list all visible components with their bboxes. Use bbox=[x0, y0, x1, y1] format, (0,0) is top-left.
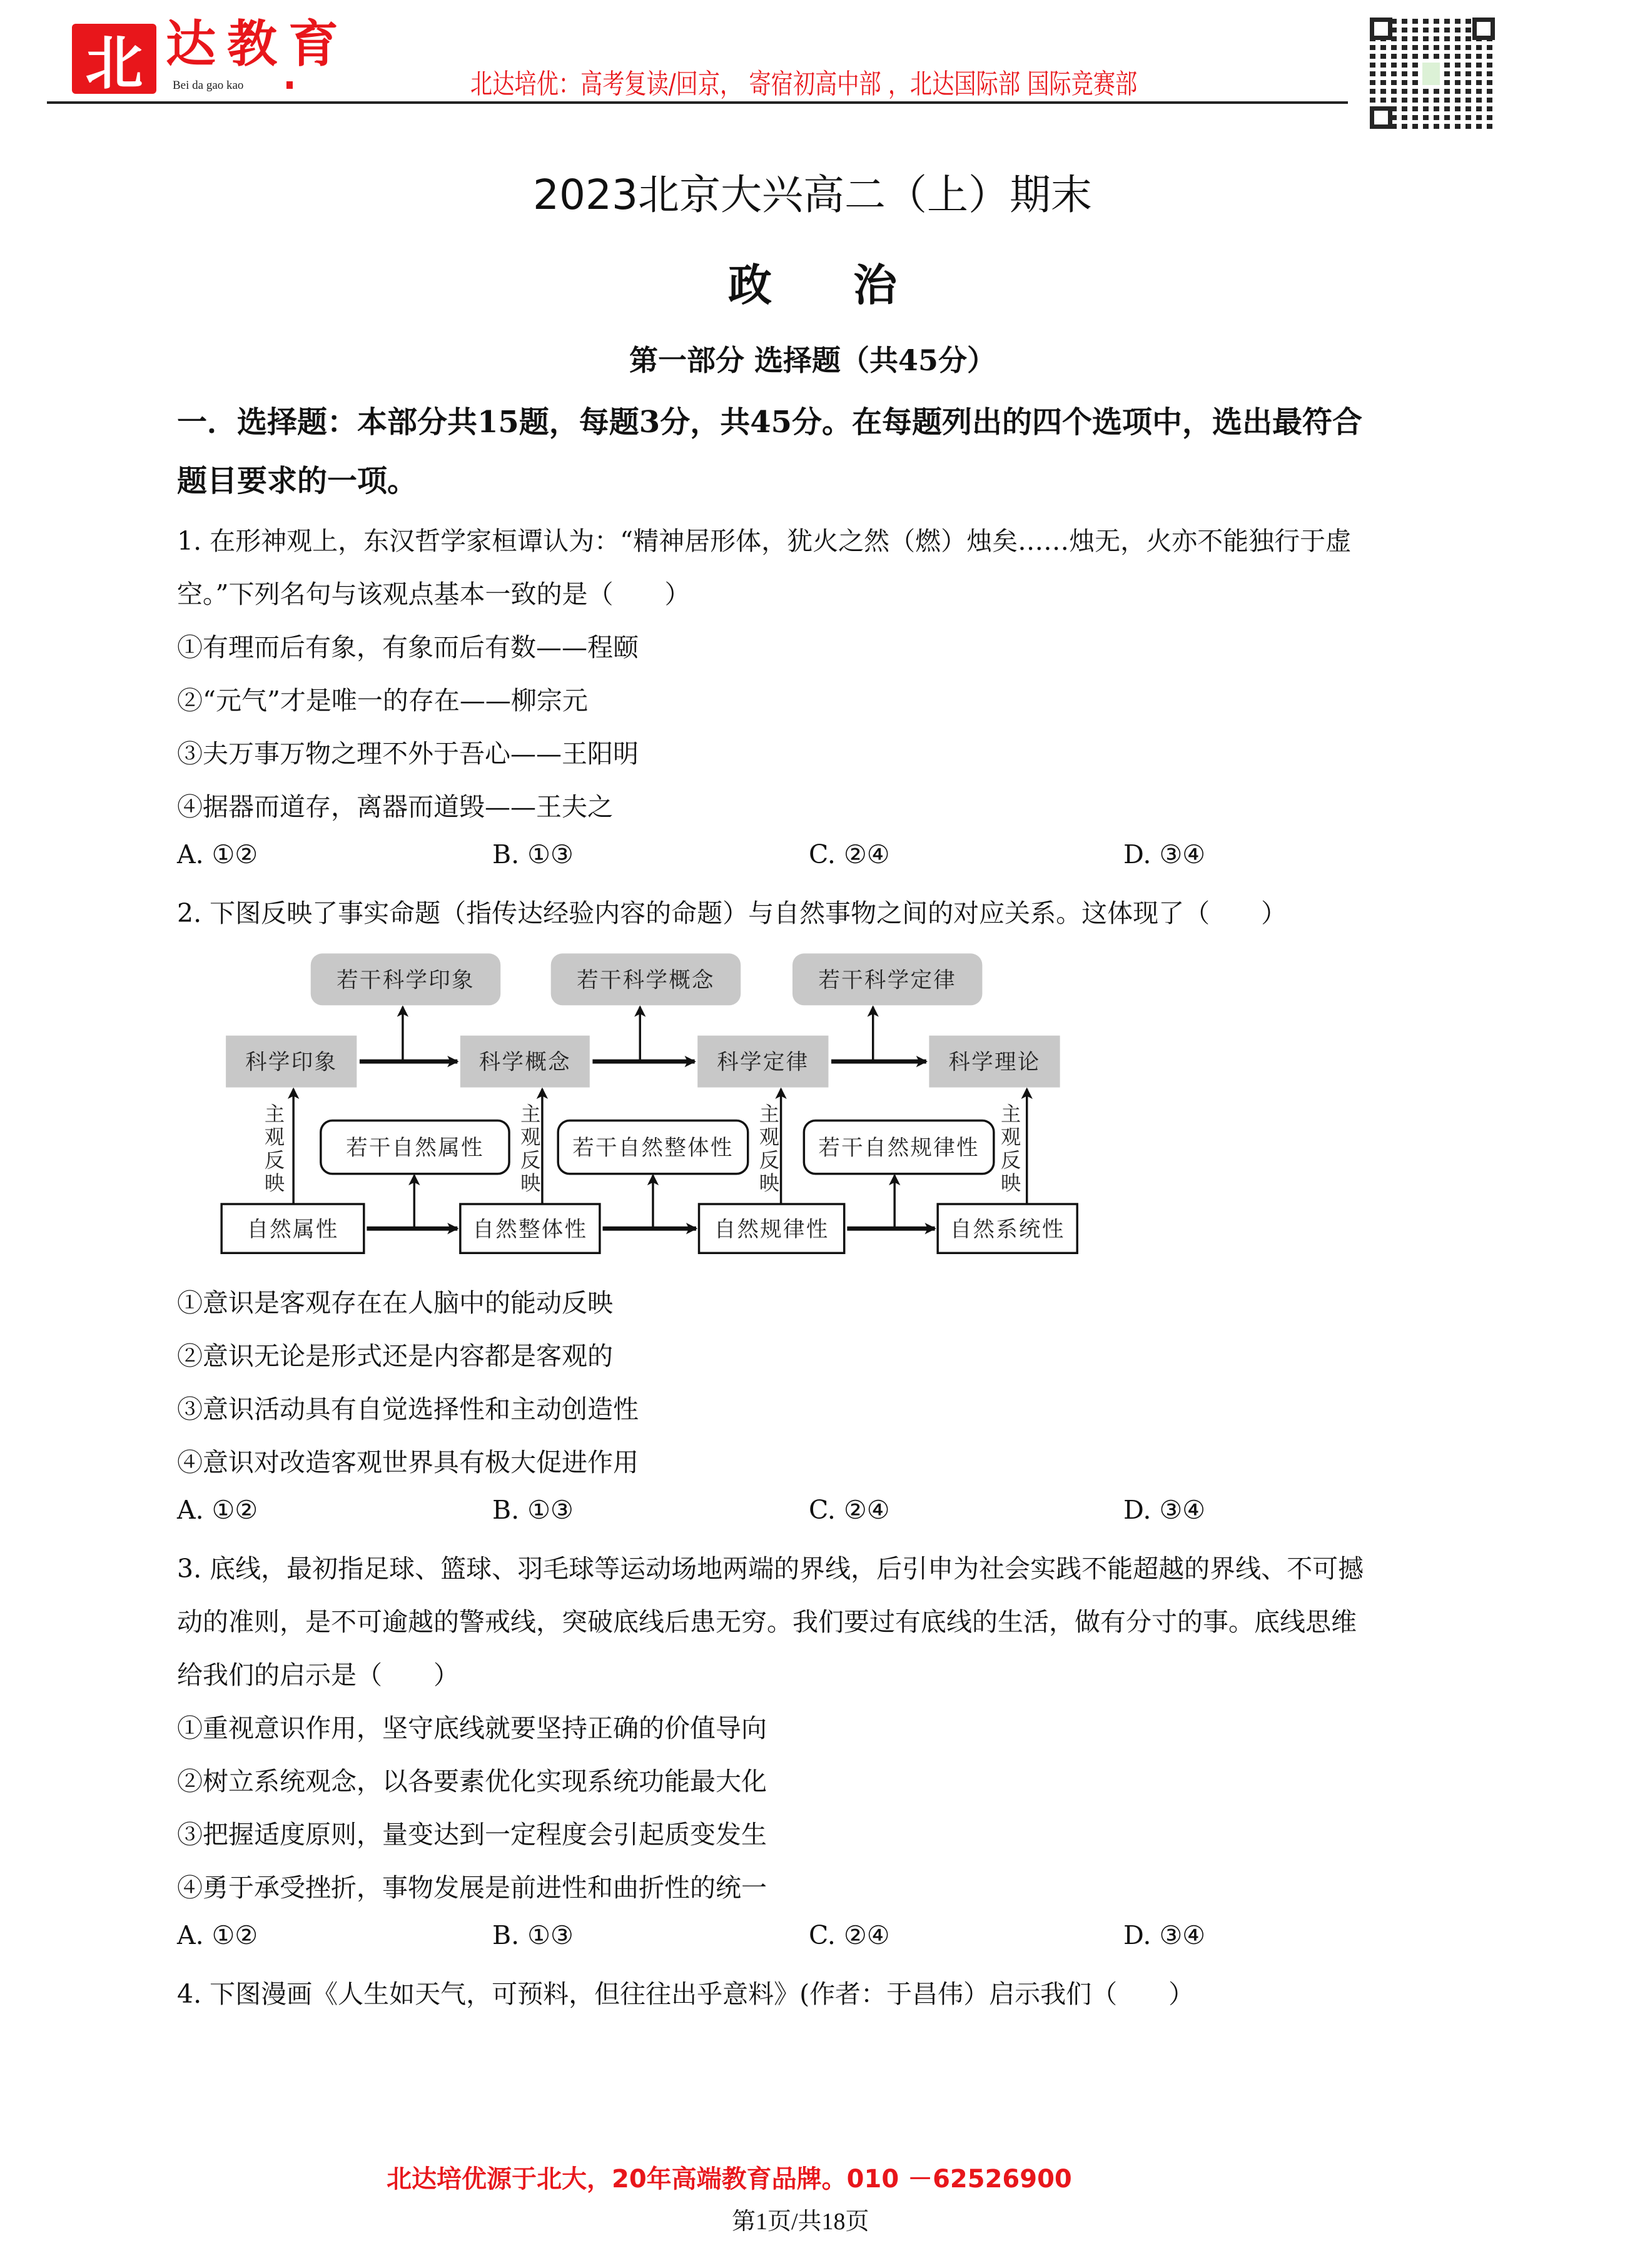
question-stem: 给我们的启示是（ ） bbox=[177, 1660, 459, 1690]
top-concept-box-label: 若干科学印象 bbox=[337, 968, 475, 993]
question-item: ②意识无论是形式还是内容都是客观的 bbox=[177, 1341, 613, 1371]
header-slogan: 北达培优：高考复读/回京， 寄宿初高中部 ，北达国际部 国际竞赛部 bbox=[470, 68, 1138, 100]
question-item: ③意识活动具有自觉选择性和主动创造性 bbox=[177, 1394, 639, 1424]
question-item: ①重视意识作用，坚守底线就要坚持正确的价值导向 bbox=[177, 1713, 767, 1743]
question-stem: 1. 在形神观上，东汉哲学家桓谭认为：“精神居形体，犹火之然（燃）烛矣……烛无，火亦不能独行于虚 bbox=[177, 526, 1352, 556]
option-d: D. ③④ bbox=[1123, 1920, 1205, 1950]
question-item: ①意识是客观存在在人脑中的能动反映 bbox=[177, 1288, 613, 1318]
nature-box-label: 自然整体性 bbox=[472, 1217, 588, 1242]
science-box-label: 科学定律 bbox=[717, 1050, 809, 1075]
option-b: B. ①③ bbox=[492, 839, 574, 869]
qr-code-icon bbox=[1370, 18, 1495, 129]
question-stem: 动的准则，是不可逾越的警戒线，突破底线后患无穷。我们要过有底线的生活，做有分寸的事。底线思维 bbox=[177, 1607, 1357, 1637]
subject-title: 政治 bbox=[728, 259, 978, 311]
logo-mark: 北 bbox=[72, 24, 156, 94]
option-d: D. ③④ bbox=[1123, 1495, 1205, 1525]
reflection-label: 主观反映 bbox=[261, 1103, 285, 1196]
section-heading: 一．选择题：本部分共15题，每题3分，共45分。在每题列出的四个选项中，选出最符合 bbox=[177, 405, 1362, 440]
option-c: C. ②④ bbox=[809, 1920, 890, 1950]
option-a: A. ①② bbox=[177, 1920, 258, 1950]
science-box-label: 科学理论 bbox=[948, 1050, 1041, 1075]
question-stem: 4. 下图漫画《人生如天气，可预料，但往往出乎意料》(作者：于昌伟）启示我们（ ） bbox=[177, 1979, 1195, 2009]
footer-slogan: 北达培优源于北大，20年高端教育品牌。010 －62526900 bbox=[387, 2165, 1072, 2194]
header-divider bbox=[47, 101, 1348, 104]
option-c: C. ②④ bbox=[809, 839, 890, 869]
exam-title: 2023北京大兴高二（上）期末 bbox=[533, 171, 1092, 219]
reflection-label: 主观反映 bbox=[756, 1103, 780, 1196]
question-item: ④据器而道存，离器而道毁——王夫之 bbox=[177, 792, 613, 822]
top-concept-box-label: 若干科学定律 bbox=[818, 968, 957, 993]
reflection-label: 主观反映 bbox=[998, 1103, 1022, 1196]
nature-group-box-label: 若干自然属性 bbox=[346, 1135, 484, 1161]
nature-box-label: 自然规律性 bbox=[714, 1217, 829, 1242]
option-c: C. ②④ bbox=[809, 1495, 890, 1525]
science-box-label: 科学概念 bbox=[478, 1050, 571, 1075]
nature-group-box-label: 若干自然规律性 bbox=[818, 1135, 980, 1161]
part-heading: 第一部分 选择题（共45分） bbox=[629, 343, 996, 377]
question-item: ③把握适度原则，量变达到一定程度会引起质变发生 bbox=[177, 1820, 767, 1850]
option-a: A. ①② bbox=[177, 839, 258, 869]
page-number: 第1页/共18页 bbox=[732, 2209, 869, 2235]
question-stem: 空。”下列名句与该观点基本一致的是（ ） bbox=[177, 579, 691, 609]
logo-text: 达教育 bbox=[166, 14, 350, 73]
section-heading: 题目要求的一项。 bbox=[177, 463, 418, 499]
logo-subtitle: Bei da gao kao bbox=[173, 79, 244, 92]
question-stem: 3. 底线，最初指足球、篮球、羽毛球等运动场地两端的界线，后引申为社会实践不能超越的界线、不可撼 bbox=[177, 1554, 1364, 1584]
nature-box-label: 自然属性 bbox=[246, 1217, 339, 1242]
question-item: ②树立系统观念，以各要素优化实现系统功能最大化 bbox=[177, 1766, 767, 1796]
question-item: ②“元气”才是唯一的存在——柳宗元 bbox=[177, 686, 588, 716]
reflection-label: 主观反映 bbox=[517, 1103, 542, 1196]
question-item: ①有理而后有象，有象而后有数——程颐 bbox=[177, 632, 639, 662]
option-d: D. ③④ bbox=[1123, 839, 1205, 869]
logo-dot bbox=[286, 81, 293, 89]
option-b: B. ①③ bbox=[492, 1920, 574, 1950]
nature-box-label: 自然系统性 bbox=[949, 1217, 1065, 1242]
question-item: ④意识对改造客观世界具有极大促进作用 bbox=[177, 1447, 639, 1477]
option-b: B. ①③ bbox=[492, 1495, 574, 1525]
option-a: A. ①② bbox=[177, 1495, 258, 1525]
nature-group-box-label: 若干自然整体性 bbox=[572, 1135, 734, 1161]
question-item: ④勇于承受挫折，事物发展是前进性和曲折性的统一 bbox=[177, 1873, 767, 1903]
question-item: ③夫万事万物之理不外于吾心——王阳明 bbox=[177, 739, 639, 769]
question-stem: 2. 下图反映了事实命题（指传达经验内容的命题）与自然事物之间的对应关系。这体现了（ ） bbox=[177, 898, 1287, 928]
science-box-label: 科学印象 bbox=[245, 1050, 338, 1075]
top-concept-box-label: 若干科学概念 bbox=[577, 968, 715, 993]
cognition-diagram bbox=[216, 942, 1086, 1266]
